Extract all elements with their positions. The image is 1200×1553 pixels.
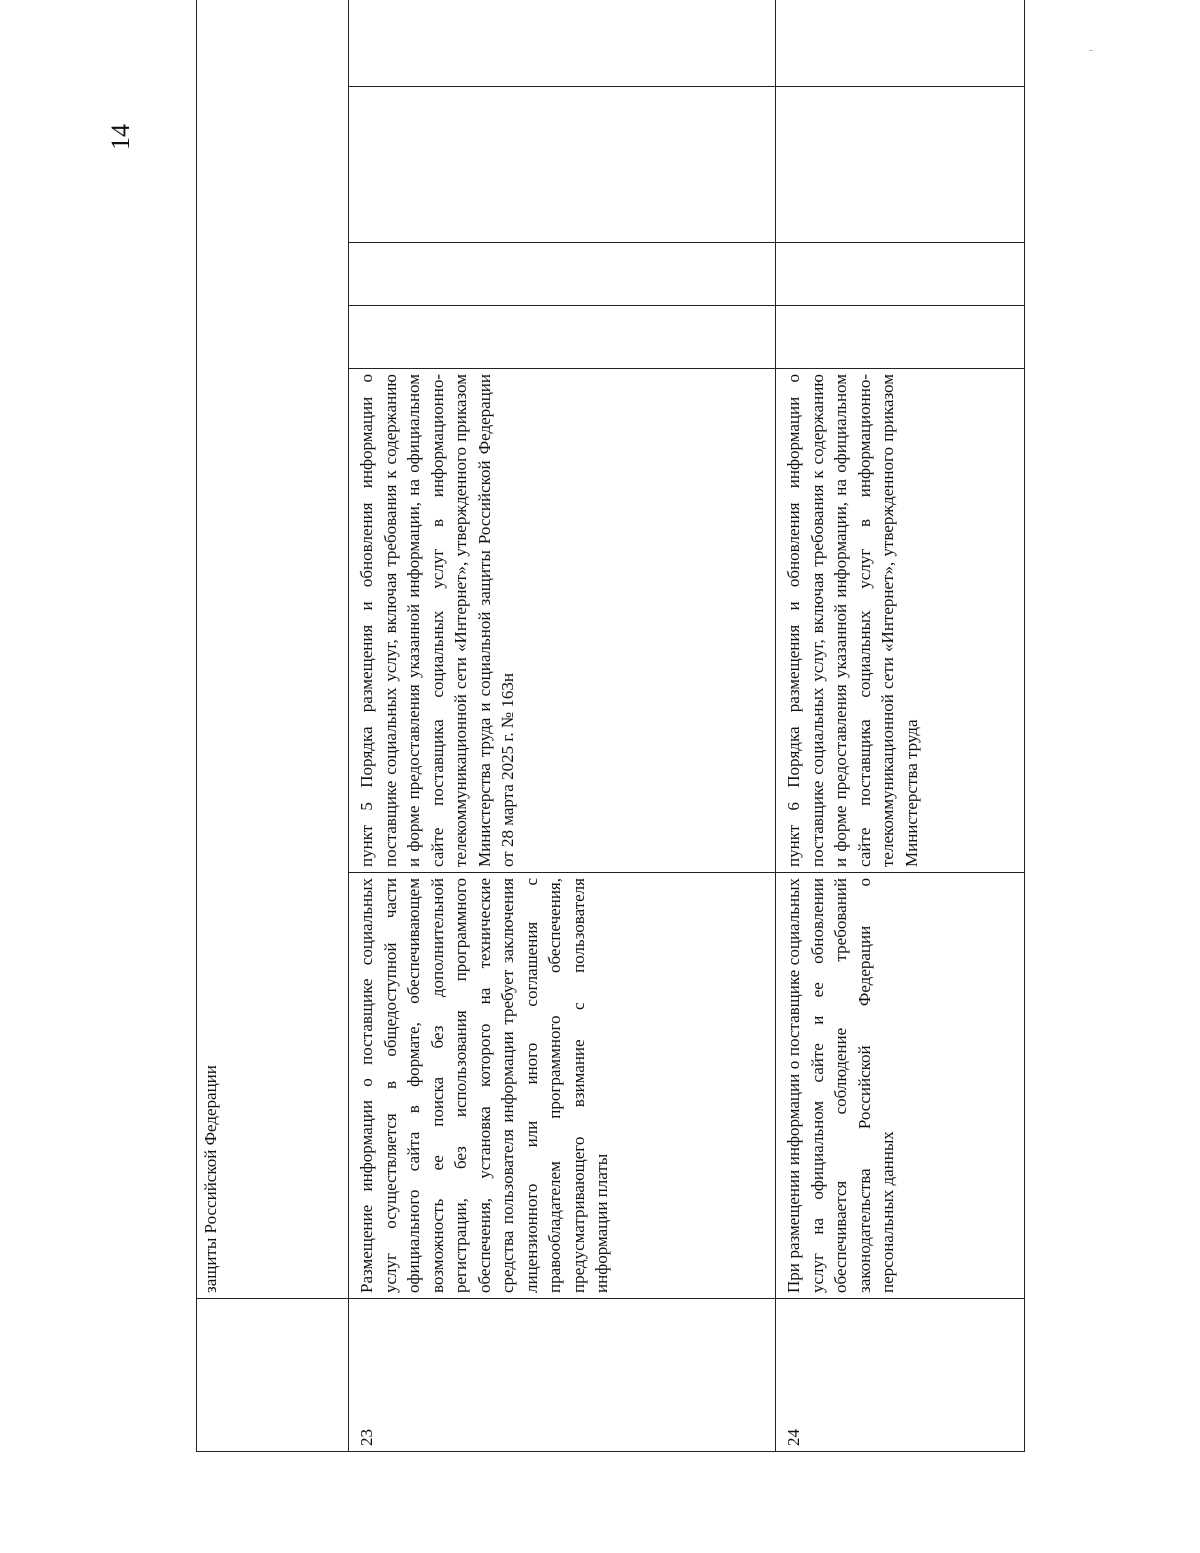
- legal-basis-cell: пункт 5 Порядка размещения и обновления информации о поставщике социальных услуг, включая требования к содержанию и форме предоставления указанной информации, на официальном сайте поставщика социальных услуг в информационно-телекоммуникационной сети «Интернет», утвержденного приказом Министерства труда и социальной защиты Российской Федерации от 28 марта 2025 г. № 163н: [349, 369, 776, 873]
- empty-cell: [349, 243, 776, 306]
- scan-speck: [1089, 50, 1093, 51]
- rotated-table-container: [196, 95, 1024, 1452]
- number-cell: [197, 1299, 349, 1452]
- empty-cell: [349, 87, 776, 243]
- legal-basis-cell: пункт 6 Порядка размещения и обновления информации о поставщике социальных услуг, включая требования к содержанию и форме предоставления указанной информации, на официальном сайте поставщика социальных услуг в информационно-телекоммуникационной сети «Интернет», утвержденного приказом Министерства труда: [776, 369, 1025, 873]
- empty-cell: [776, 87, 1025, 243]
- row-number: 24: [776, 1299, 1025, 1452]
- continuation-row: [197, 0, 349, 1452]
- empty-cell: [349, 306, 776, 369]
- empty-cell: [776, 306, 1025, 369]
- row-number: 23: [349, 1299, 776, 1452]
- requirements-table: [196, 0, 1025, 1452]
- requirement-cell: Размещение информации о поставщике социальных услуг осуществляется в общедоступной части официального сайта в формате, обеспечивающем возможность ее поиска без дополнительной регистрации, без использования программного обеспечения, установка которого на технические средства пользователя информации требует заключения лицензионного или иного соглашения с правообладателем программного обеспечения, предусматривающего взимание с пользователя информации платы: [349, 873, 776, 1299]
- empty-cell: [349, 0, 776, 87]
- empty-cell: [776, 0, 1025, 87]
- table-row: [776, 0, 1025, 1452]
- empty-cell: [776, 243, 1025, 306]
- page-number: 14: [106, 124, 135, 150]
- table-row: [349, 0, 776, 1452]
- continuation-text: защиты Российской Федерации: [197, 0, 349, 1299]
- requirement-cell: При размещении информации о поставщике социальных услуг на официальном сайте и ее обновлении обеспечивается соблюдение требований законодательства Российской Федерации о персональных данных: [776, 873, 1025, 1299]
